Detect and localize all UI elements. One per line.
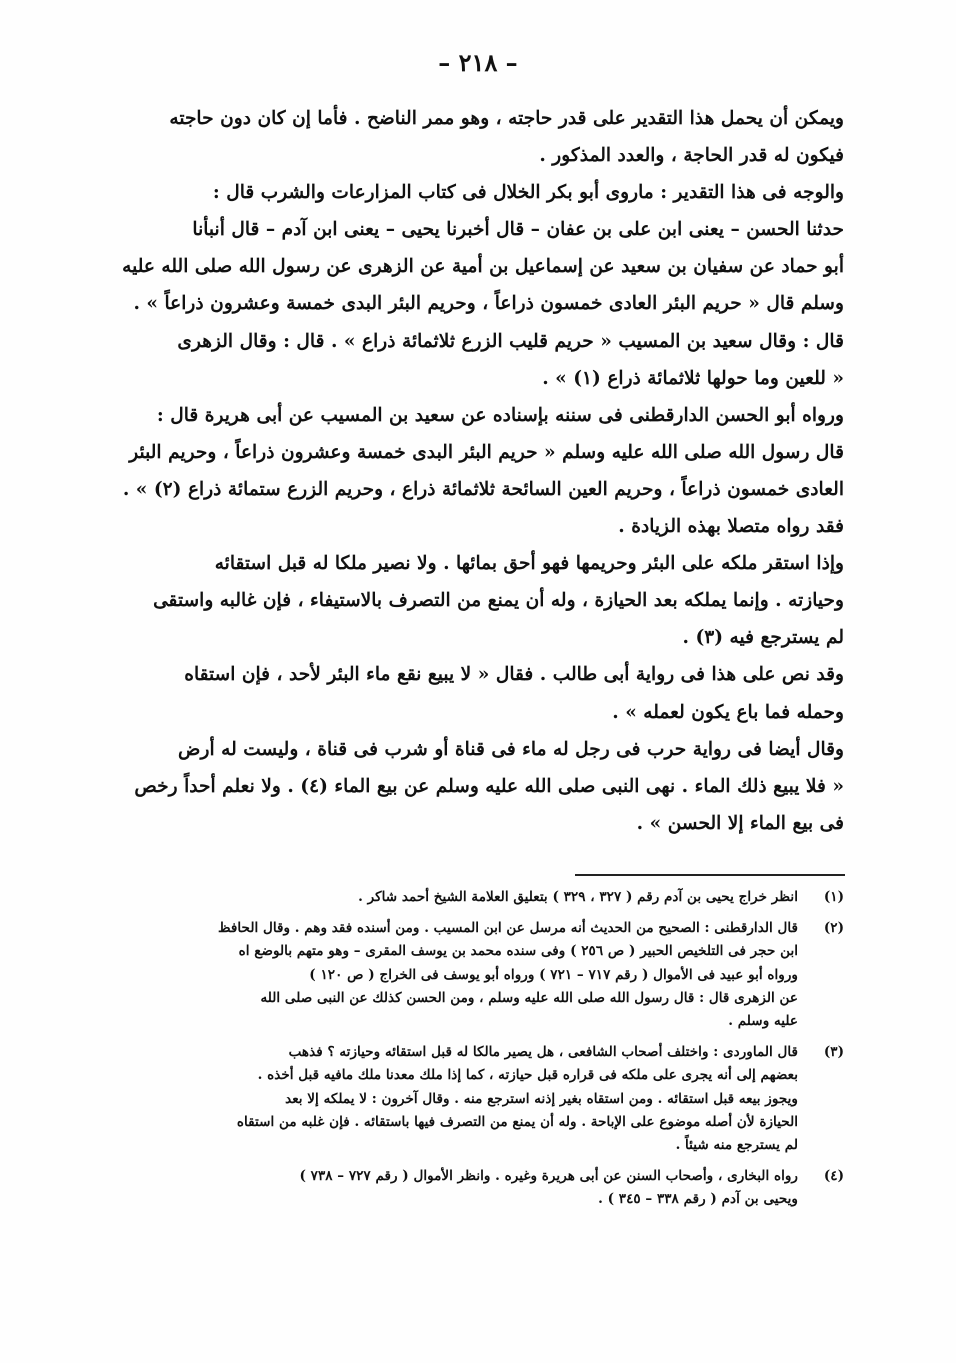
footnote-1 <box>118 886 844 909</box>
footnote-text <box>118 886 798 909</box>
text-line: وإذا استقر ملكه على البئر وحريمها فهو أحق بمائها . ولا نصير ملكا له قبل استقائه <box>214 553 844 575</box>
footnote-number: (٤) <box>823 1168 844 1185</box>
text-line: فى بيع الماء إلا الحسن » . <box>636 812 844 834</box>
footnote-line: عليه وسلم . <box>728 1013 798 1030</box>
main-text <box>118 100 844 842</box>
page-number: – ٢١٨ – <box>438 48 518 77</box>
text-line: فيكون له قدر الحاجة ، والعدد المذكور . <box>539 145 844 167</box>
text-line: والوجه فى هذا التقدير : ماروى أبو بكر الخلال فى كتاب المزارعات والشرب قال : <box>212 182 844 204</box>
text-line: فقد رواه متصلا بهذه الزيادة . <box>618 516 844 538</box>
footnote-line: ويجوز بيعه قبل استقائه . ومن استقاه بغير إذنه استرجع منه . وقال آخرون : لا يملكه إلا بعد <box>285 1090 798 1107</box>
text-line: لم يسترجع فيه (٣) . <box>682 627 844 649</box>
footnote-2 <box>118 917 844 1033</box>
text-line: قال رسول الله صلى الله عليه وسلم « حريم البئر البدى خمسة وعشرون ذراعاً ، وحريم البئر <box>129 441 844 463</box>
footnote-line: قال الماوردى : واختلف أصحاب الشافعى ، هل يصير مالكا له قبل استقائه وحيازته ؟ فذهب <box>288 1044 798 1061</box>
text-line: « للعين وما حولها ثلاثمائة ذراع (١) » . <box>542 367 844 389</box>
footnote-line: ابن حجر فى التلخيص الحبير ( ص ٢٥٦ ) وفى سنده محمد بن يوسف المقرى – وهو متهم بالوضع اه <box>238 943 798 960</box>
footnote-text <box>118 917 798 1033</box>
footnote-line: لم يسترجع منه شيئاً . <box>675 1137 798 1154</box>
text-line: وقد نص على هذا فى رواية أبى طالب . فقال « لا يبيع نقع ماء البئر لأحد ، فإن استقاه <box>184 664 844 686</box>
footnote-line: رواه البخارى ، وأصحاب السنن عن أبى هريرة وغيره . وانظر الأموال ( رقم ٧٢٧ – ٧٣٨ ) <box>299 1168 798 1185</box>
text-line: وحمله فما باع يكون لعمله » . <box>612 701 844 723</box>
footnote-number: (٣) <box>823 1044 844 1061</box>
text-line: حدثنا الحسن – يعنى ابن على بن عفان – قال أخبرنا يحيى – يعنى ابن آدم – قال أنبأنا <box>192 219 844 241</box>
footnote-line: الحيازة لأن أصله موضوع على الإباحة . وله أن يمنع من التصرف فيها باستقائه . فإن غلبه من استقاه <box>236 1113 798 1130</box>
text-line: أبو حماد عن سفيان بن سعيد عن إسماعيل بن أمية عن الزهرى عن رسول الله صلى الله عليه <box>122 256 844 278</box>
text-line: وسلم قال « حريم البئر العادى خمسون ذراعاً ، وحريم البئر البدى خمسة وعشرون ذراعاً » . <box>133 293 844 315</box>
text-line: ورواه أبو الحسن الدارقطنى فى سننه بإسناده عن سعيد بن المسيب عن أبى هريرة قال : <box>156 404 844 426</box>
footnote-line: قال الدارقطنى : الصحيح من الحديث أنه مرسل عن ابن المسيب . ومن أسنده فقد وهم . وقال الحافظ <box>218 920 798 937</box>
text-line: « فلا يبيع ذلك الماء . نهى النبى صلى الله عليه وسلم عن بيع الماء (٤) . ولا نعلم أحداً رخص <box>134 775 844 797</box>
footnote-line: انظر خراج يحيى بن آدم رقم ( ٣٢٧ ، ٣٢٩ ) بتعليق العلامة الشيخ أحمد شاكر . <box>358 889 798 905</box>
text-line: وقال أيضا فى رواية حرب فى رجل له ماء فى قناة أو شرب فى قناة ، وليست له أرض <box>178 738 844 760</box>
footnotes <box>118 886 844 1220</box>
footnote-number: (٢) <box>823 920 844 937</box>
footnote-line: ورواه أبو عبيد فى الأموال ( رقم ٧١٧ – ٧٢١ ) ورواه أبو يوسف فى الخراج ( ص ١٢٠ ) <box>309 966 798 983</box>
text-line: وحيازته . وإنما يملكه بعد الحيازة ، وله أن يمنع من التصرف بالاستيفاء ، فإن غالبه واستقى <box>153 590 844 612</box>
footnote-line: عن الزهرى قال : قال رسول الله صلى الله عليه وسلم ، ومن الحسن كذلك عن النبى صلى الله <box>260 989 798 1006</box>
text-line: ويمكن أن يحمل هذا التقدير على قدر حاجته ، وهو ممر الناضح . فأما إن كان دون حاجته <box>169 108 844 129</box>
footnote-3 <box>118 1041 844 1157</box>
footnote-text <box>118 1041 798 1157</box>
footnote-divider <box>575 874 845 876</box>
footnote-line: ويحيى بن آدم ( رقم ٣٣٨ – ٣٤٥ ) . <box>598 1191 798 1208</box>
footnote-number: (١) <box>823 889 844 905</box>
footnote-line: بعضهم إلى أنه يجرى على ملكه فى قراره قبل حيازته ، كما إذا ملك معدنا ملك مافيه قبل أخذه . <box>257 1067 798 1084</box>
footnote-4 <box>118 1165 844 1211</box>
text-line: قال : وقال سعيد بن المسيب « حريم قليب الزرع ثلاثمائة ذراع » . قال : وقال الزهرى <box>177 330 844 352</box>
footnote-text <box>118 1165 798 1211</box>
text-line: العادى خمسون ذراعاً ، وحريم العين السائحة ثلاثمائة ذراع ، وحريم الزرع ستمائة ذراع (٢) » . <box>122 478 844 500</box>
